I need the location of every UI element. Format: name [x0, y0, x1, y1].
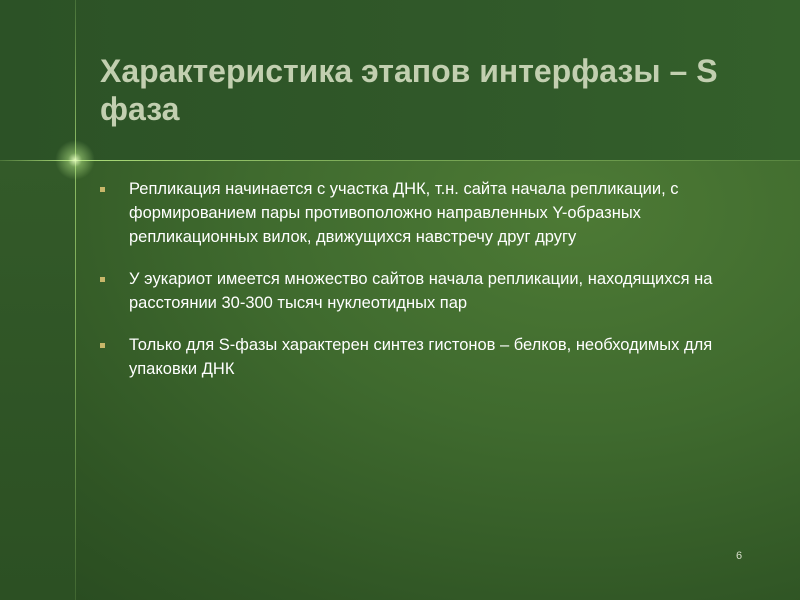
- bullet-list: [100, 177, 740, 399]
- square-bullet-icon: [100, 187, 105, 192]
- bullet-item: [100, 267, 740, 315]
- vertical-accent-line: [75, 0, 76, 600]
- slide-title: Характеристика этапов интерфазы – S фаза: [100, 53, 718, 127]
- bullet-text: Только для S-фазы характерен синтез гистонов – белков, необходимых для упаковки ДНК: [129, 336, 713, 378]
- page-number: 6: [736, 550, 743, 562]
- bullet-item: [100, 333, 740, 381]
- square-bullet-icon: [100, 277, 105, 282]
- horizontal-accent-line: [0, 160, 800, 161]
- line-intersection-glow: [75, 160, 76, 161]
- bullet-text: У эукариот имеется множество сайтов начала репликации, находящихся на расстоянии 30-300 тысяч нуклеотидных пар: [129, 270, 713, 312]
- bullet-text: Репликация начинается с участка ДНК, т.н. сайта начала репликации, с формированием пары противоположно направленных Y-образных репликационных вилок, движущихся навстречу друг другу: [129, 180, 679, 246]
- bullet-item: [100, 177, 740, 249]
- left-band: [0, 160, 75, 600]
- square-bullet-icon: [100, 343, 105, 348]
